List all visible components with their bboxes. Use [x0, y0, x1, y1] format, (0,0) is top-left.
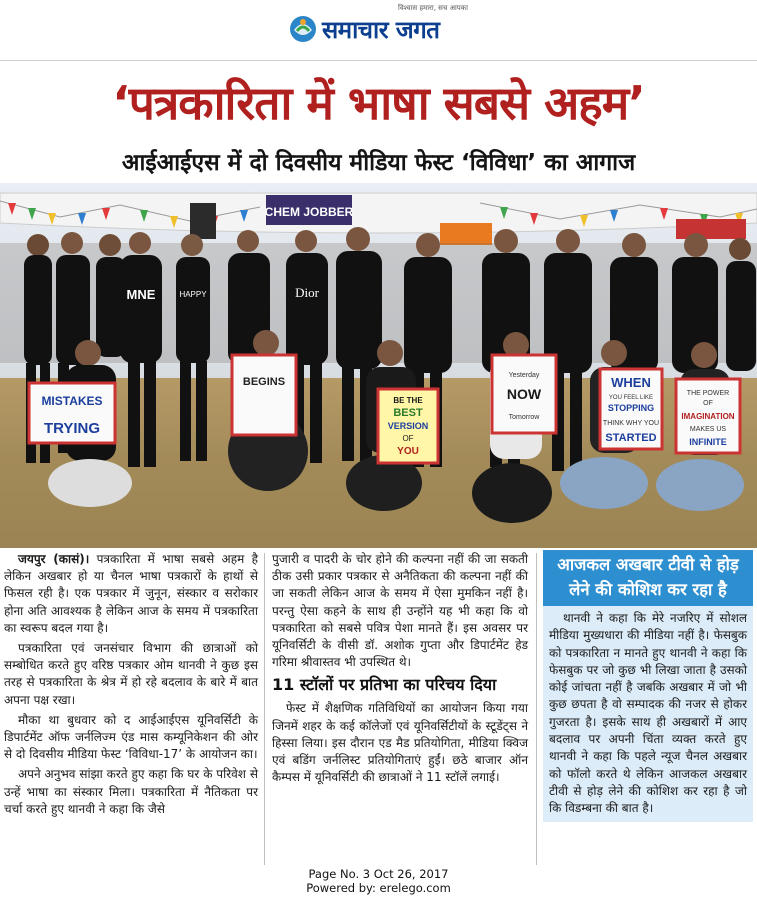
sign-text: THE POWER [686, 390, 730, 397]
page-info: Page No. 3 Oct 26, 2017 [308, 867, 449, 881]
globe-icon [288, 14, 318, 44]
article-paragraph: फेस्ट में शैक्षणिक गतिविधियों का आयोजन किया गया जिनमें शहर के कई कॉलेजों एवं यूनिवर्सिटीयों के स्टूडेंट्स ने हिस्सा लिया। इस दौरान एड मैड प्रतियोगिता, मीडिया क्विज एवं बडिंग जर्नलिस्ट प्रतियोगिताएं हुईं। छठे बाजार ऑन कैम्पस में यूनिवर्सिटी की छात्राओं ने 11 स्टॉलें लगाई। [272, 701, 528, 785]
sign-text: YOU FEEL LIKE [608, 395, 654, 401]
sidebar-paragraph: थानवी ने कहा कि मेरे नजरिए में सोशल मीडिया मुख्यधारा की मीडिया नहीं है। फेसबुक को पत्रकारिता न मानते हुए थानवी ने कहा कि फेसबुक पर जो कुछ भी लिखा जाता है उसको कोई जांचता नहीं है जबकि अखबार में जो भी कुछ छपता है वो सम्पादक की नजर से होकर गुजरता है। इसके साथ ही अखबारों में आए बदलाव पर अपनी चिंता व्यक्त करते हुए थानवी ने कहा कि पहले न्यूज चैनल अखबार को फॉलो करते थे लेकिन आजकल अखबार टीवी से होड़ लेने की कोशिश कर रहा है जो कि विडम्बना की बात है। [549, 611, 747, 816]
section-heading: 11 स्टॉलों पर प्रतिभा का परिचय दिया [272, 675, 497, 695]
sign-text: STOPPING [607, 403, 655, 413]
page-subheadline: आईआईएस में दो दिवसीय मीडिया फेस्ट ‘विविधा’ का आगाज [121, 150, 636, 176]
article-dateline: जयपुर (कासं)। [18, 552, 90, 566]
column-divider [264, 553, 265, 865]
shirt-text: HAPPY [179, 290, 207, 299]
article-text: पत्रकारिता में भाषा सबसे अहम है लेकिन अखबार हो या चैनल भाषा पत्रकारों के हाथों से फिसल रही है। एक पत्रकार में जुनून, संस्कार व सरोकार होना अति आवश्यक है लेकिन आज के समय में पत्रकारिता का स्वरूप बदल गया है। [4, 552, 258, 635]
sign-text: Tomorrow [508, 414, 540, 421]
sign-text: YOU [397, 446, 419, 457]
banner-text: CHEM JOBBER [264, 205, 354, 219]
powered-by-link[interactable]: Powered by: erelego.com [306, 881, 451, 895]
sign-text: MISTAKES [41, 394, 103, 408]
article-paragraph: पुजारी व पादरी के चोर होने की कल्पना नहीं की जा सकती ठीक उसी प्रकार पत्रकार से अनैतिकता की कल्पना नहीं की जा सकती लेकिन आज के समय में ऐसा मुमकिन नहीं है। परन्तु ऐसा कहने के साथ ही उन्होंने यह भी कहा कि वो पत्रकारिता को सबसे पवित्र पेशा मानते हैं। इस अवसर पर यूनिवर्सिटी के वीसी डॉ. अशोक गुप्ता और डिपार्टमेंट हेड गरिमा श्रीवास्तव भी उपस्थित थे। [272, 552, 528, 670]
brand-name: समाचार जगत [322, 15, 440, 44]
article-paragraph: पत्रकारिता एवं जनसंचार विभाग की छात्राओं को सम्बोधित करते हुए वरिष्ठ पत्रकार ओम थानवी ने कुछ इस तरह से पत्रकारिता के श्रेत्र में हो रहे बदलाव के बारे में बात अपना पक्ष रखा। [4, 641, 258, 707]
sign-text: BE THE [393, 396, 423, 405]
sign-text: OF [402, 434, 414, 443]
sign-text: BEST [393, 407, 423, 419]
sign-text: BEGINS [242, 376, 286, 388]
sign [232, 355, 296, 435]
sign [378, 389, 438, 463]
shirt-text: Dior [295, 285, 319, 300]
sign-text: THINK WHY YOU [602, 420, 660, 427]
sign-text: IMAGINATION [681, 412, 735, 421]
article-column-1 [4, 551, 258, 821]
sidebar-body [543, 606, 753, 822]
sign-text: OF [703, 400, 713, 407]
shirt-text: MNE [126, 287, 156, 302]
event-photo [0, 183, 757, 548]
masthead-tagline: विश्वास हमारा, सच आपका [398, 4, 468, 12]
sign-text: STARTED [605, 432, 657, 444]
sign-text: Yesterday [508, 372, 540, 379]
sign [29, 383, 115, 443]
sign-text: WHEN [611, 375, 651, 390]
article-column-2 [272, 551, 528, 789]
sidebar-heading: आजकल अखबार टीवी से होड़ लेने की कोशिश कर रहा है [543, 550, 753, 606]
sign [676, 379, 740, 453]
page-headline: ‘पत्रकारिता में भाषा सबसे अहम’ [112, 76, 645, 130]
page-footer [0, 867, 757, 895]
column-divider [536, 553, 537, 865]
sidebar-box [543, 551, 753, 822]
sign-text: NOW [506, 386, 542, 402]
masthead [0, 0, 757, 61]
sign-text: INFINITE [689, 437, 727, 447]
sign-text: VERSION [387, 421, 429, 431]
article-paragraph: अपने अनुभव सांझा करते हुए कहा कि घर के परिवेश से उन्हें भाषा का संस्कार मिला। पत्रकारिता में नैतिकता पर चर्चा करते हुए थानवी ने कहा कि जैसे [4, 767, 258, 816]
sign [600, 369, 662, 449]
sign-text: MAKES US [689, 426, 727, 433]
masthead-logo [288, 8, 439, 50]
article-paragraph [4, 551, 258, 637]
article-paragraph: मौका था बुधवार को द आईआईएस यूनिवर्सिटी के डिपार्टमेंट ऑफ जर्नलिज्म एंड मास कम्यूनिकेशन की ओर से दो दिवसीय मीडिया फेस्ट ‘विविधा-17’ के आयोजन का। [4, 712, 258, 762]
sign [492, 355, 556, 433]
sign-text: TRYING [43, 420, 101, 437]
